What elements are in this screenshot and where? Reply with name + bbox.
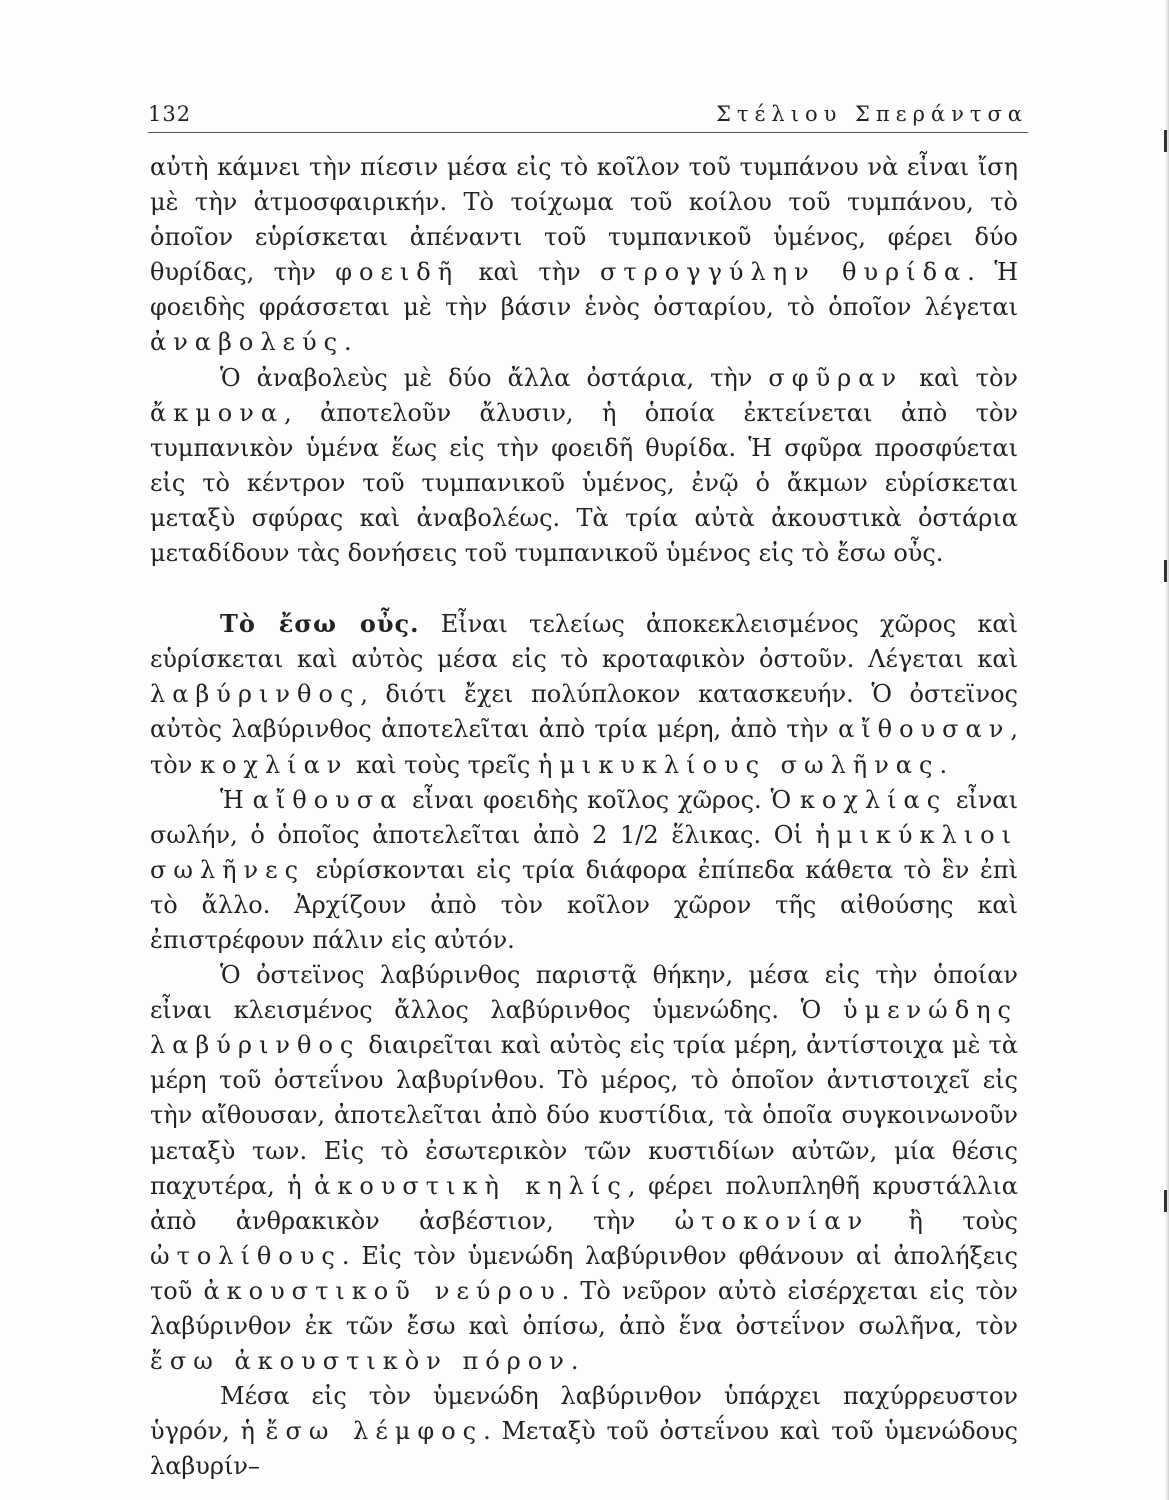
paragraph-4 [150, 783, 1018, 958]
text-segment: . Τὸ νεῦρον αὐτὸ εἰσέρχεται εἰς τὸν λαβύρινθον ἐκ τῶν ἔσω καὶ ὀπίσω, ἀπὸ ἕνα ὀστεΐνον σωλῆνα, τὸν [150, 1276, 1018, 1340]
spaced-term: ἀκουστικοῦ νεύρου [203, 1276, 562, 1305]
spaced-term: κοχλίας [799, 785, 948, 814]
spaced-term: στρογγύλην θυρίδα [600, 258, 968, 287]
page-number: 132 [148, 102, 192, 126]
text-segment: Ὁ ὀστεϊνος λαβύρινθος παριστᾷ θήκην, μέσα εἰς τὴν ὁποίαν εἶναι κλεισμένος ἄλλος λαβύρινθος ὑμενώδης. Ὁ [150, 961, 1018, 1025]
spaced-term: ἀναβολεύς [150, 328, 345, 357]
header-rule [148, 132, 1028, 133]
text-segment: . [570, 1347, 579, 1376]
text-segment: αὐτὴ κάμνει τὴν πίεσιν μέσα εἰς τὸ κοῖλον τοῦ τυμπάνου νὰ εἶναι ἴση μὲ τὴν ἀτμοσφαιρικήν. Τὸ τοίχωμα τοῦ κοίλου τοῦ τυμπάνου, τὸ ὁποῖον εὑρίσκεται ἀπέναντι τοῦ τυμπανικοῦ ὑμένος, φέρει δύο θυρίδας, τὴν [150, 153, 1018, 287]
spaced-term: ἔσω λέμφος [265, 1417, 484, 1446]
text-segment: Ἡ [220, 785, 253, 814]
text-segment: διαιρεῖται καὶ αὐτὸς εἰς τρία μέρη, ἀντίστοιχα μὲ τὰ μέρη τοῦ ὀστεΐνου λαβυρίνθου. Τὸ μέρος, τὸ ὁποῖον ἀντιστοιχεῖ εἰς τὴν αἴθουσαν, ἀποτελεῖται ἀπὸ δύο κυστίδια, τὰ ὁποῖα συγκοινωνοῦν μεταξὺ των. Εἰς τὸ ἐσωτερικὸν τῶν κυστιδίων αὐτῶν, μία θέσις παχυτέρα, ἡ [150, 1031, 1018, 1200]
text-segment: . Μεταξὺ τοῦ ὀστεΐνου καὶ τοῦ ὑμενώδους λαβυρίν– [150, 1417, 1018, 1481]
spaced-term: ὑμενώδης λαβύρινθος [150, 996, 1018, 1060]
text-segment: εἶναι φοειδὴς κοῖλος χῶρος. Ὁ [403, 785, 800, 814]
text-segment: ἢ τοὺς [869, 1206, 1018, 1235]
text-segment: , τὸν [150, 715, 1018, 779]
spaced-term: ἡμικύκλιοι σωλῆνες [150, 820, 1018, 884]
text-segment: Εἶναι τελείως ἀποκεκλεισμένος χῶρος καὶ εὑρίσκεται καὶ αὐτὸς μέσα εἰς τὸ κροταφικὸν ὀστοῦν. Λέγεται καὶ [150, 610, 1018, 674]
text-segment: . [344, 328, 352, 357]
text-segment: Ὁ ἀναβολεὺς μὲ δύο ἄλλα ὀστάρια, τὴν [220, 363, 769, 392]
text-segment: καὶ τὴν [459, 258, 600, 287]
spaced-term: ἄκμονα [150, 398, 285, 427]
running-title: Στέλιου Σπεράντσα [716, 102, 1028, 126]
spaced-term: λαβύρινθος [150, 680, 361, 709]
page-edge-shadow [1165, 0, 1169, 1500]
text-segment: , φέρει πολυπληθῆ κρυστάλλια ἀπὸ ἀνθρακικὸν ἀσβέστιον, τὴν [150, 1171, 1019, 1235]
text-segment: Μέσα εἰς τὸν ὑμενώδη λαβύρινθον ὑπάρχει παχύρρευστον ὑγρόν, ἡ [150, 1382, 1018, 1446]
page-header [148, 96, 1028, 136]
spaced-term: σφῦραν [768, 363, 904, 392]
edge-mark [1164, 130, 1167, 152]
spaced-term: αἴθουσα [252, 785, 404, 814]
spaced-term: ἀκουστικὴ κηλίς [314, 1171, 628, 1200]
edge-mark [1164, 560, 1167, 582]
spaced-term: ἔσω ἀκουστικὸν πόρον [150, 1347, 571, 1376]
paragraph-6 [150, 1379, 1018, 1484]
paragraph-5 [150, 958, 1018, 1379]
paragraph-2 [150, 361, 1018, 572]
spaced-term: ὠτολίθους [150, 1241, 342, 1270]
spaced-term: ἡμικυκλίους σωλῆνας [537, 750, 940, 779]
text-segment: . Εἰς τὸν ὑμενώδη λαβύρινθον φθάνουν αἱ ἀπολήξεις τοῦ [150, 1241, 1018, 1305]
spaced-term: αἴθουσαν [838, 715, 1011, 744]
spaced-term: φοειδῆ [335, 258, 460, 287]
text-segment: . Ἡ φοειδὴς φράσσεται μὲ τὴν βάσιν ἑνὸς ὀσταρίου, τὸ ὁποῖον λέγεται [150, 258, 1019, 322]
text-segment: , ἀποτελοῦν ἄλυσιν, ἡ ὁποία ἐκτείνεται ἀπὸ τὸν τυμπανικὸν ὑμένα ἕως εἰς τὴν φοειδῆ θυρίδα. Ἡ σφῦρα προσφύεται εἰς τὸ κέντρον τοῦ τυμπανικοῦ ὑμένος, ἐνῷ ὁ ἄκμων εὑρίσκεται μεταξὺ σφύρας καὶ ἀναβολέως. Τὰ τρία αὐτὰ ἀκουστικὰ ὀστάρια μεταδίδουν τὰς δονήσεις τοῦ τυμπανικοῦ ὑμένος εἰς τὸ ἔσω οὖς. [150, 398, 1018, 568]
paragraph-3 [150, 606, 1018, 782]
paragraph-1 [150, 150, 1018, 361]
text-segment: εἶναι σωλήν, ὁ ὁποῖος ἀποτελεῖται ἀπὸ 2 1/2 ἕλικας. Οἱ [150, 785, 1018, 849]
section-heading: Τὸ ἔσω οὖς. [220, 609, 420, 639]
edge-mark [1164, 1190, 1167, 1212]
text-segment: καὶ τοὺς τρεῖς [348, 750, 538, 779]
text-segment: καὶ τὸν [903, 363, 1019, 392]
text-segment: , διότι ἔχει πολύπλοκον κατασκευήν. Ὁ ὀστεϊνος αὐτὸς λαβύρινθος ἀποτελεῖται ἀπὸ τρία μέρη, ἀπὸ τὴν [150, 680, 1018, 744]
spaced-term: κοχλίαν [199, 750, 349, 779]
text-segment: εὑρίσκονται εἰς τρία διάφορα ἐπίπεδα κάθετα τὸ ἓν ἐπὶ τὸ ἄλλο. Ἀρχίζουν ἀπὸ τὸν κοῖλον χῶρον τῆς αἰθούσης καὶ ἐπιστρέφουν πάλιν εἰς αὐτόν. [150, 855, 1018, 954]
text-segment: . [939, 750, 948, 779]
body-text [150, 150, 1018, 1484]
spaced-term: ὠτοκονίαν [674, 1206, 870, 1235]
